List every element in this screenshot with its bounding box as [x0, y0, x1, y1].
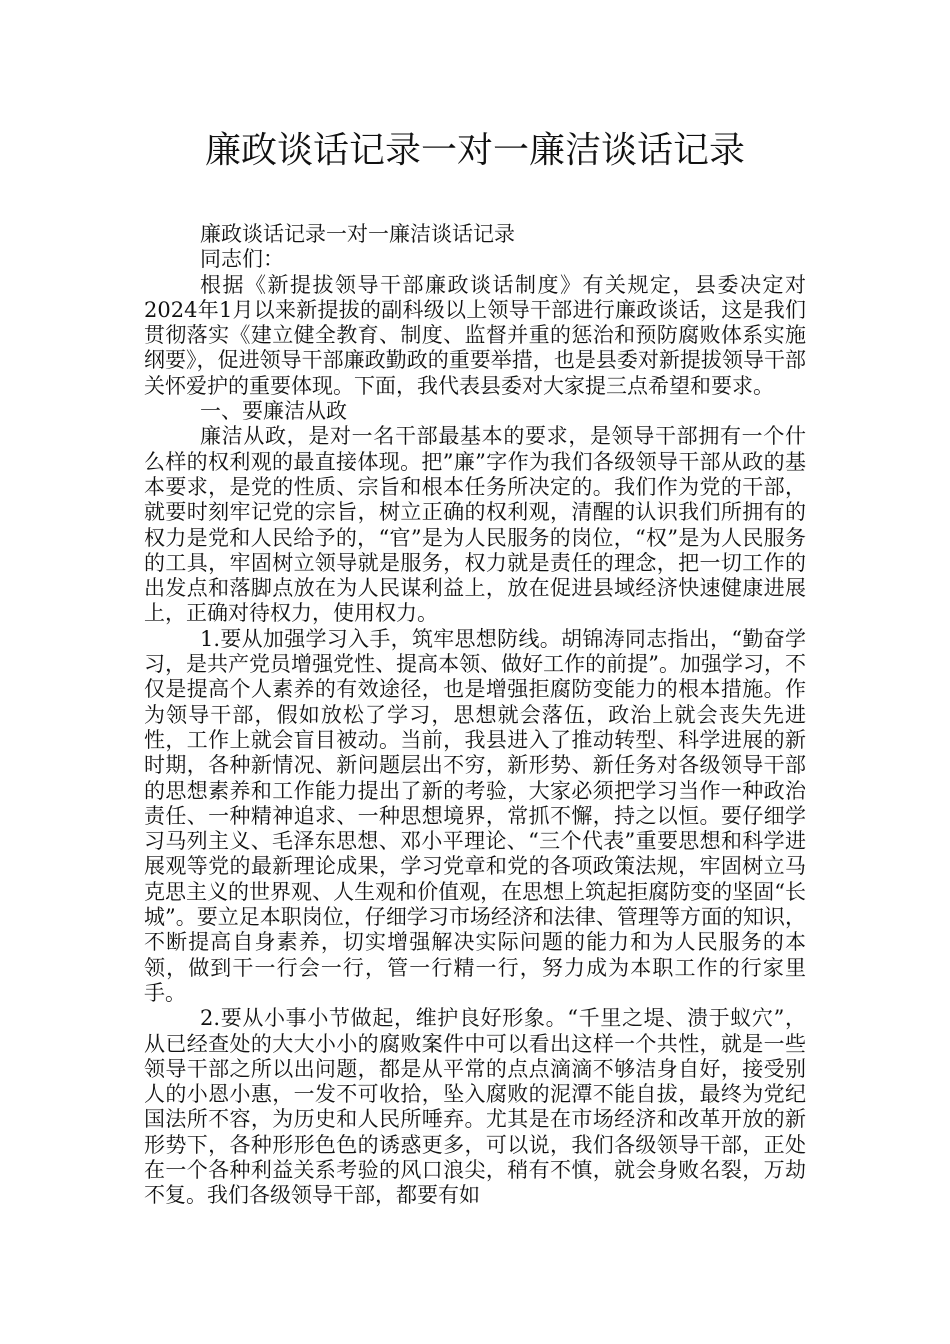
- paragraph-section-1: 廉洁从政，是对一名干部最基本的要求，是领导干部拥有一个什么样的权利观的最直接体现。把”廉”字作为我们各级领导干部从政的基本要求，是党的性质、宗旨和根本任务所决定的。我们作为党的干部，就要时刻牢记党的宗旨，树立正确的权利观，清醒的认识我们所拥有的权力是党和人民给予的，“官”是为人民服务的岗位，“权”是为人民服务的工具，牢固树立领导就是服务，权力就是责任的理念，把一切工作的出发点和落脚点放在为人民谋利益上，放在促进县域经济快速健康进展上，正确对待权力，使用权力。: [144, 424, 806, 626]
- document-title: 廉政谈话记录一对一廉洁谈话记录: [204, 130, 745, 171]
- paragraph-point-2: 2.要从小事小节做起，维护良好形象。“千里之堤、溃于蚁穴”，从已经查处的大大小小的腐败案件中可以看出这样一个共性，就是一些领导干部之所以出问题，都是从平常的点点滴滴不够洁身自好，接受别人的小恩小惠，一发不可收拾，坠入腐败的泥潭不能自拔，最终为党纪国法所不容，为历史和人民所唾弃。尤其是在市场经济和改革开放的新形势下，各种形形色色的诱惑更多，可以说，我们各级领导干部，正处在一个各种利益关系考验的风口浪尖，稍有不慎，就会身败名裂，万劫不复。我们各级领导干部，都要有如: [144, 1006, 806, 1208]
- paragraph-subtitle: 廉政谈话记录一对一廉洁谈话记录: [200, 222, 515, 246]
- paragraph-point-1: 1.要从加强学习入手，筑牢思想防线。胡锦涛同志指出，“勤奋学习，是共产党员增强党性、提高本领、做好工作的前提”。加强学习，不仅是提高个人素养的有效途径，也是增强拒腐防变能力的根本措施。作为领导干部，假如放松了学习，思想就会落伍，政治上就会丧失先进性，工作上就会盲目被动。当前，我县进入了推动转型、科学进展的新时期，各种新情况、新问题层出不穷，新形势、新任务对各级领导干部的思想素养和工作能力提出了新的考验，大家必须把学习当作一种政治责任、一种精神追求、一种思想境界，常抓不懈，持之以恒。要仔细学习马列主义、毛泽东思想、邓小平理论、“三个代表”重要思想和科学进展观等党的最新理论成果，学习党章和党的各项政策法规，牢固树立马克思主义的世界观、人生观和价值观，在思想上筑起拒腐防变的坚固“长城”。要立足本职岗位，仔细学习市场经济和法律、管理等方面的知识，不断提高自身素养，切实增强解决实际问题的能力和为人民服务的本领，做到干一行会一行，管一行精一行，努力成为本职工作的行家里手。: [144, 626, 806, 1005]
- paragraph-intro: 根据《新提拔领导干部廉政谈话制度》有关规定，县委决定对2024年1月以来新提拔的副科级以上领导干部进行廉政谈话，这是我们贯彻落实《建立健全教育、制度、监督并重的惩治和预防腐败体系实施纲要》，促进领导干部廉政勤政的重要举措，也是县委对新提拔领导干部关怀爱护的重要体现。下面，我代表县委对大家提三点希望和要求。: [144, 272, 806, 398]
- paragraph-salutation: 同志们：: [200, 247, 284, 272]
- document-body: [144, 222, 806, 1209]
- section-heading-1: 一、要廉洁从政: [200, 399, 347, 424]
